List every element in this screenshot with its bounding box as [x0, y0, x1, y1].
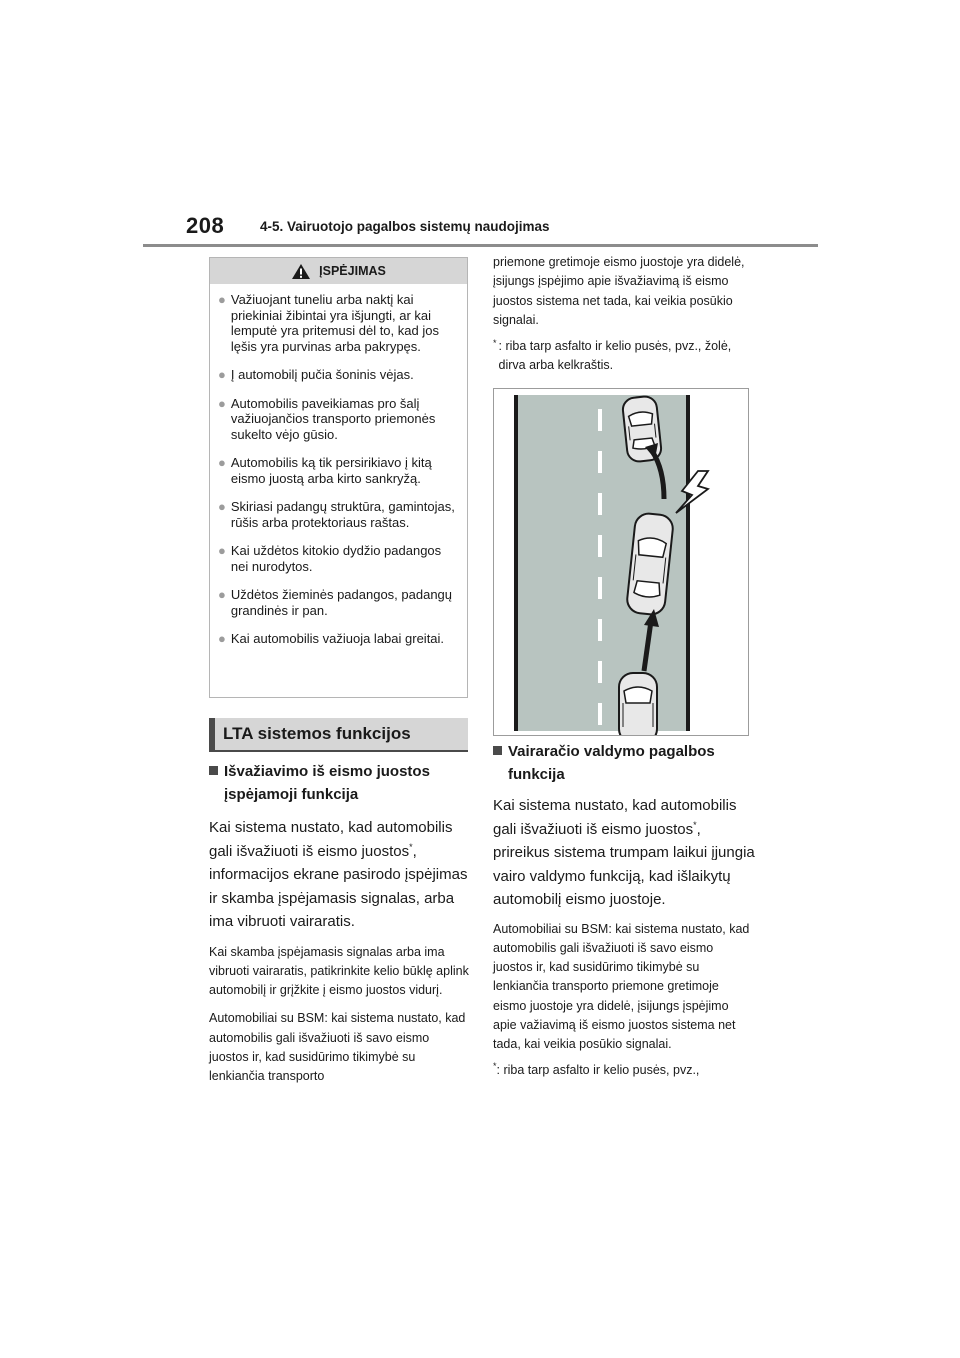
square-bullet-icon — [493, 746, 502, 755]
list-item — [218, 455, 455, 486]
lta-heading-rule — [209, 750, 468, 752]
continuation-paragraph: priemone gretimoje eismo juostoje yra didelė, įsijungs įspėjimo apie išvažiavimą iš eismo juostos sistema net tada, kai veikia posūkio signalai. — [493, 255, 745, 327]
footnote-mark: * — [493, 1060, 497, 1071]
bullet-icon: ● — [218, 292, 226, 307]
bullet-icon: ● — [218, 367, 226, 382]
footnote-mark: * — [409, 841, 413, 852]
body-text: Kai sistema nustato, kad automobilis gali išvažiuoti iš eismo juostos — [209, 819, 453, 860]
list-item-text: Uždėtos žieminės padangos, padangų grandinės ir pan. — [230, 587, 453, 618]
bullet-icon: ● — [218, 543, 226, 558]
list-item-text: Į automobilį pučia šoninis vėjas. — [230, 367, 414, 382]
list-item-text: Kai automobilis važiuoja labai greitai. — [230, 631, 445, 646]
bullet-icon: ● — [218, 499, 226, 514]
list-item — [218, 543, 455, 574]
list-item — [218, 631, 455, 647]
body-paragraph — [493, 794, 755, 912]
square-bullet-icon — [209, 766, 218, 775]
right-column-top — [493, 253, 753, 376]
subheading-text: Vairaračio valdymo pagalbos funkcija — [508, 743, 715, 783]
warning-title: ĮSPĖJIMAS — [319, 264, 386, 278]
footnote — [493, 1061, 755, 1080]
bullet-icon: ● — [218, 455, 226, 470]
note-paragraph: Kai skamba įspėjamasis signalas arba ima vibruoti vairaratis, patikrinkite kelio būklę aplink automobilį ir grįžkite į eismo juostos vidurį. — [209, 944, 469, 998]
subheading-steering-assist — [493, 740, 755, 786]
warning-triangle-icon — [291, 263, 311, 280]
list-item — [218, 367, 455, 383]
list-item — [218, 292, 455, 354]
list-item-text: Kai uždėtos kitokio dydžio padangos nei nurodytos. — [230, 543, 442, 574]
list-item — [218, 499, 455, 530]
note-paragraph: Automobiliai su BSM: kai sistema nustatо, kad automobilis gali išvažiuoti iš savo eismo juostos ir, kad susidūrimo tikimybė su lenkiančia transporto — [209, 1011, 466, 1084]
list-item-text: Važiuojant tuneliu arba naktį kai priekiniai žibintai yra išjungti, ar kai lemputė yra pritemusi dėl to, kad jos lęšis yra purvinas arba pakrypęs. — [230, 292, 439, 354]
subheading-text: Išvažiavimo iš eismo juostos įspėjamoji funkcija — [224, 763, 430, 803]
road-edge-left — [514, 395, 518, 731]
footnote-mark: * — [693, 819, 697, 830]
warning-header — [210, 258, 467, 284]
body-text: Kai sistema nustato, kad automobilis gali išvažiuoti iš eismo juostos — [493, 797, 737, 838]
page-number: 208 — [186, 213, 225, 238]
lane-diagram — [493, 388, 749, 736]
bullet-icon: ● — [218, 587, 226, 602]
list-item-text: Automobilis paveikiamas pro šalį važiuojančios transporto priemonės sukelto vėjo gūsio. — [230, 395, 436, 442]
bullet-icon: ● — [218, 631, 226, 646]
section-title: 4-5. Vairuotojo pagalbos sistemų naudojimas — [260, 219, 550, 234]
road-edge-right — [686, 395, 690, 731]
list-item-text: Skiriasi padangų struktūra, gamintojas, rūšis arba protektoriaus raštas. — [230, 499, 455, 530]
left-column — [209, 760, 471, 1087]
car-bottom — [619, 673, 657, 735]
note-paragraph: Automobiliai su BSM: kai sistema nustato, kad automobilis gali išvažiuoti iš savo eismo juostos ir, kad susidūrimo tikimybė su lenkiančia transporto priemone gretimoje eismo juostoje yra didelė, įsijungs įspėjimo apie važiavimą iš eismo juostos sistema net tada, kai veikia posūkio signalai. — [493, 921, 750, 1052]
body-paragraph — [209, 816, 471, 934]
list-item-text: Automobilis ką tik persirikiavo į kitą eismo juostą arba kirto sankryžą. — [230, 455, 432, 486]
right-column-bottom — [493, 740, 755, 1080]
list-item — [218, 587, 455, 618]
body-text: , informacijos ekrane pasirodo įspėjimas ir skamba įspėjamasis signalas, arba ima vibruoti vairaratis. — [209, 842, 468, 930]
list-item — [218, 396, 455, 443]
header-rule — [143, 244, 818, 247]
footnote-mark: * — [493, 338, 497, 349]
body-text: , prireikus sistema trumpam laikui įjungia vairo valdymo funkciją, kad išlaikytų automobilį eismo juostoje. — [493, 820, 755, 908]
subheading-lane-departure — [209, 760, 471, 806]
road-illustration — [494, 389, 748, 735]
warning-box — [209, 257, 468, 698]
bullet-icon: ● — [218, 395, 226, 411]
footnote-text: : riba tarp asfalto ir kelio pusės, pvz., žolė, dirva arba kelkraštis. — [498, 339, 732, 373]
lta-heading: LTA sistemos funkcijos — [209, 718, 468, 750]
footnote — [493, 337, 753, 376]
warning-list — [210, 284, 467, 647]
footnote-text: : riba tarp asfalto ir kelio pusės, pvz., — [496, 1062, 700, 1077]
